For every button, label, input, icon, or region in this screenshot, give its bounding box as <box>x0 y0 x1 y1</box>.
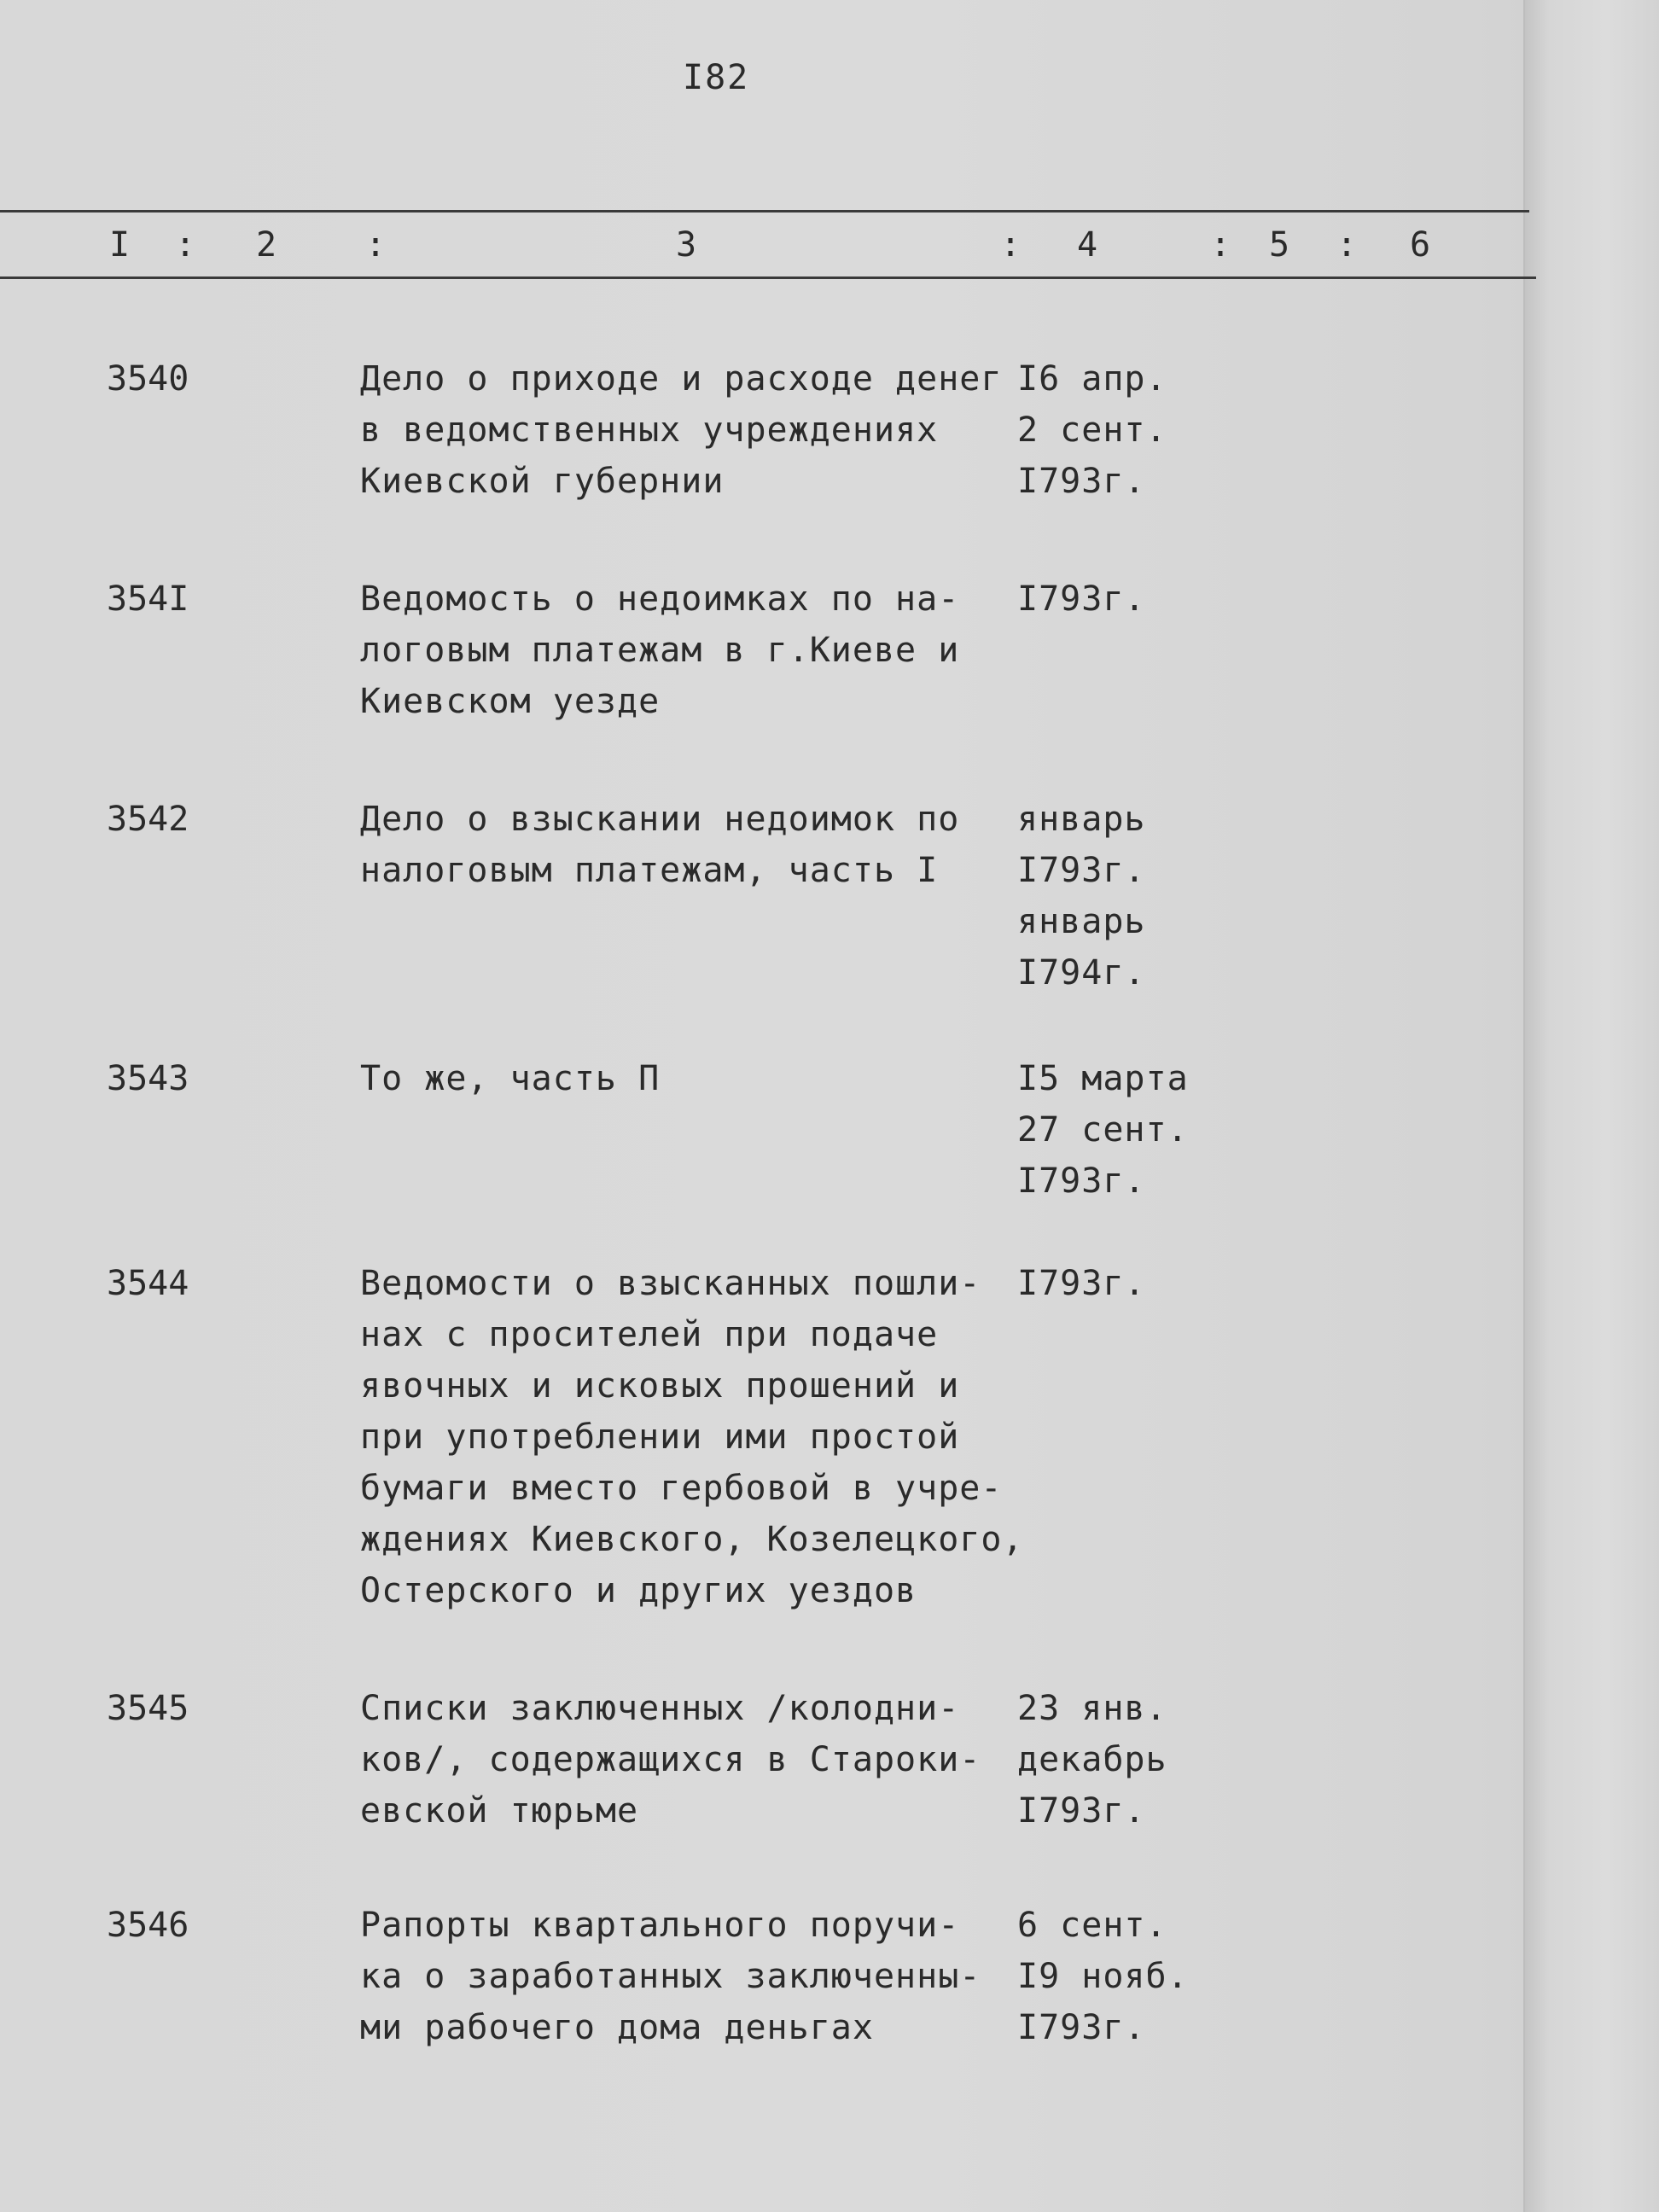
date-line: I793г. <box>1017 2008 1146 2047</box>
column-separator: : <box>1336 225 1358 265</box>
date-line: январь <box>1017 902 1146 941</box>
description-line: Ведомости о взысканных пошли- <box>360 1264 981 1303</box>
entry-dates <box>1017 1258 1273 1309</box>
entry-description <box>360 1053 1026 1104</box>
entry-description <box>360 1683 1026 1837</box>
description-line: ка о заработанных заключенны- <box>360 1957 981 1996</box>
date-line: 27 сент. <box>1017 1110 1189 1150</box>
date-line: I5 марта <box>1017 1059 1189 1098</box>
description-line: Рапорты квартального поручи- <box>360 1906 960 1945</box>
date-line: I793г. <box>1017 579 1146 619</box>
entry-description <box>360 573 1026 727</box>
description-line: евской тюрьме <box>360 1791 639 1831</box>
column-header-2: 2 <box>256 225 277 265</box>
description-line: То же, часть П <box>360 1059 661 1098</box>
description-line: бумаги вместо гербовой в учре- <box>360 1469 1003 1508</box>
description-line: Дело о взыскании недоимок по <box>360 800 960 839</box>
column-separator: : <box>365 225 387 265</box>
entry-description <box>360 794 1026 896</box>
column-header-1: I <box>109 225 131 265</box>
entry-dates <box>1017 1683 1273 1837</box>
column-separator: : <box>1000 225 1022 265</box>
page-number: I82 <box>683 58 750 97</box>
entry-number: 3544 <box>107 1264 189 1303</box>
date-line: I793г. <box>1017 1791 1146 1831</box>
column-header-5: 5 <box>1269 225 1290 265</box>
date-line: 6 сент. <box>1017 1906 1167 1945</box>
description-line: Ведомость о недоимках по на- <box>360 579 960 619</box>
entry-number: 354I <box>107 579 189 619</box>
description-line: логовым платежам в г.Киеве и <box>360 631 960 670</box>
description-line: Остерского и других уездов <box>360 1571 917 1610</box>
entry-dates <box>1017 353 1273 507</box>
entry-description <box>360 1258 1026 1616</box>
entry-description <box>360 353 1026 507</box>
column-header-4: 4 <box>1077 225 1098 265</box>
date-line: январь <box>1017 800 1146 839</box>
date-line: I793г. <box>1017 1161 1146 1201</box>
column-separator: : <box>1210 225 1231 265</box>
description-line: Киевском уезде <box>360 682 661 721</box>
entry-number: 3542 <box>107 800 189 839</box>
date-line: I793г. <box>1017 462 1146 501</box>
entry-dates <box>1017 794 1273 998</box>
description-line: ков/, содержащихся в Староки- <box>360 1740 981 1779</box>
description-line: ждениях Киевского, Козелецкого, <box>360 1520 1024 1559</box>
entry-number: 3543 <box>107 1059 189 1098</box>
page-edge <box>1523 0 1659 2212</box>
description-line: нах с просителей при подаче <box>360 1315 939 1354</box>
entry-number: 3545 <box>107 1689 189 1728</box>
date-line: 23 янв. <box>1017 1689 1167 1728</box>
description-line: Киевской губернии <box>360 462 725 501</box>
date-line: I794г. <box>1017 953 1146 992</box>
description-line: Списки заключенных /колодни- <box>360 1689 960 1728</box>
description-line: ми рабочего дома деньгах <box>360 2008 874 2047</box>
entry-description <box>360 1900 1026 2053</box>
entry-number: 3546 <box>107 1906 189 1945</box>
entry-number: 3540 <box>107 359 189 399</box>
entry-dates <box>1017 1053 1273 1207</box>
date-line: I9 нояб. <box>1017 1957 1189 1996</box>
column-header-3: 3 <box>676 225 697 265</box>
header-rule-top <box>0 210 1529 212</box>
column-separator: : <box>175 225 196 265</box>
entry-dates <box>1017 1900 1273 2053</box>
description-line: явочных и исковых прошений и <box>360 1366 960 1406</box>
date-line: декабрь <box>1017 1740 1167 1779</box>
date-line: I793г. <box>1017 1264 1146 1303</box>
description-line: налоговым платежам, часть I <box>360 851 939 890</box>
column-header-6: 6 <box>1410 225 1431 265</box>
date-line: I793г. <box>1017 851 1146 890</box>
entry-dates <box>1017 573 1273 625</box>
date-line: 2 сент. <box>1017 410 1167 450</box>
description-line: Дело о приходе и расходе денег <box>360 359 1003 399</box>
date-line: I6 апр. <box>1017 359 1167 399</box>
header-rule-bottom <box>0 276 1536 279</box>
description-line: при употреблении ими простой <box>360 1417 960 1457</box>
description-line: в ведомственных учреждениях <box>360 410 939 450</box>
